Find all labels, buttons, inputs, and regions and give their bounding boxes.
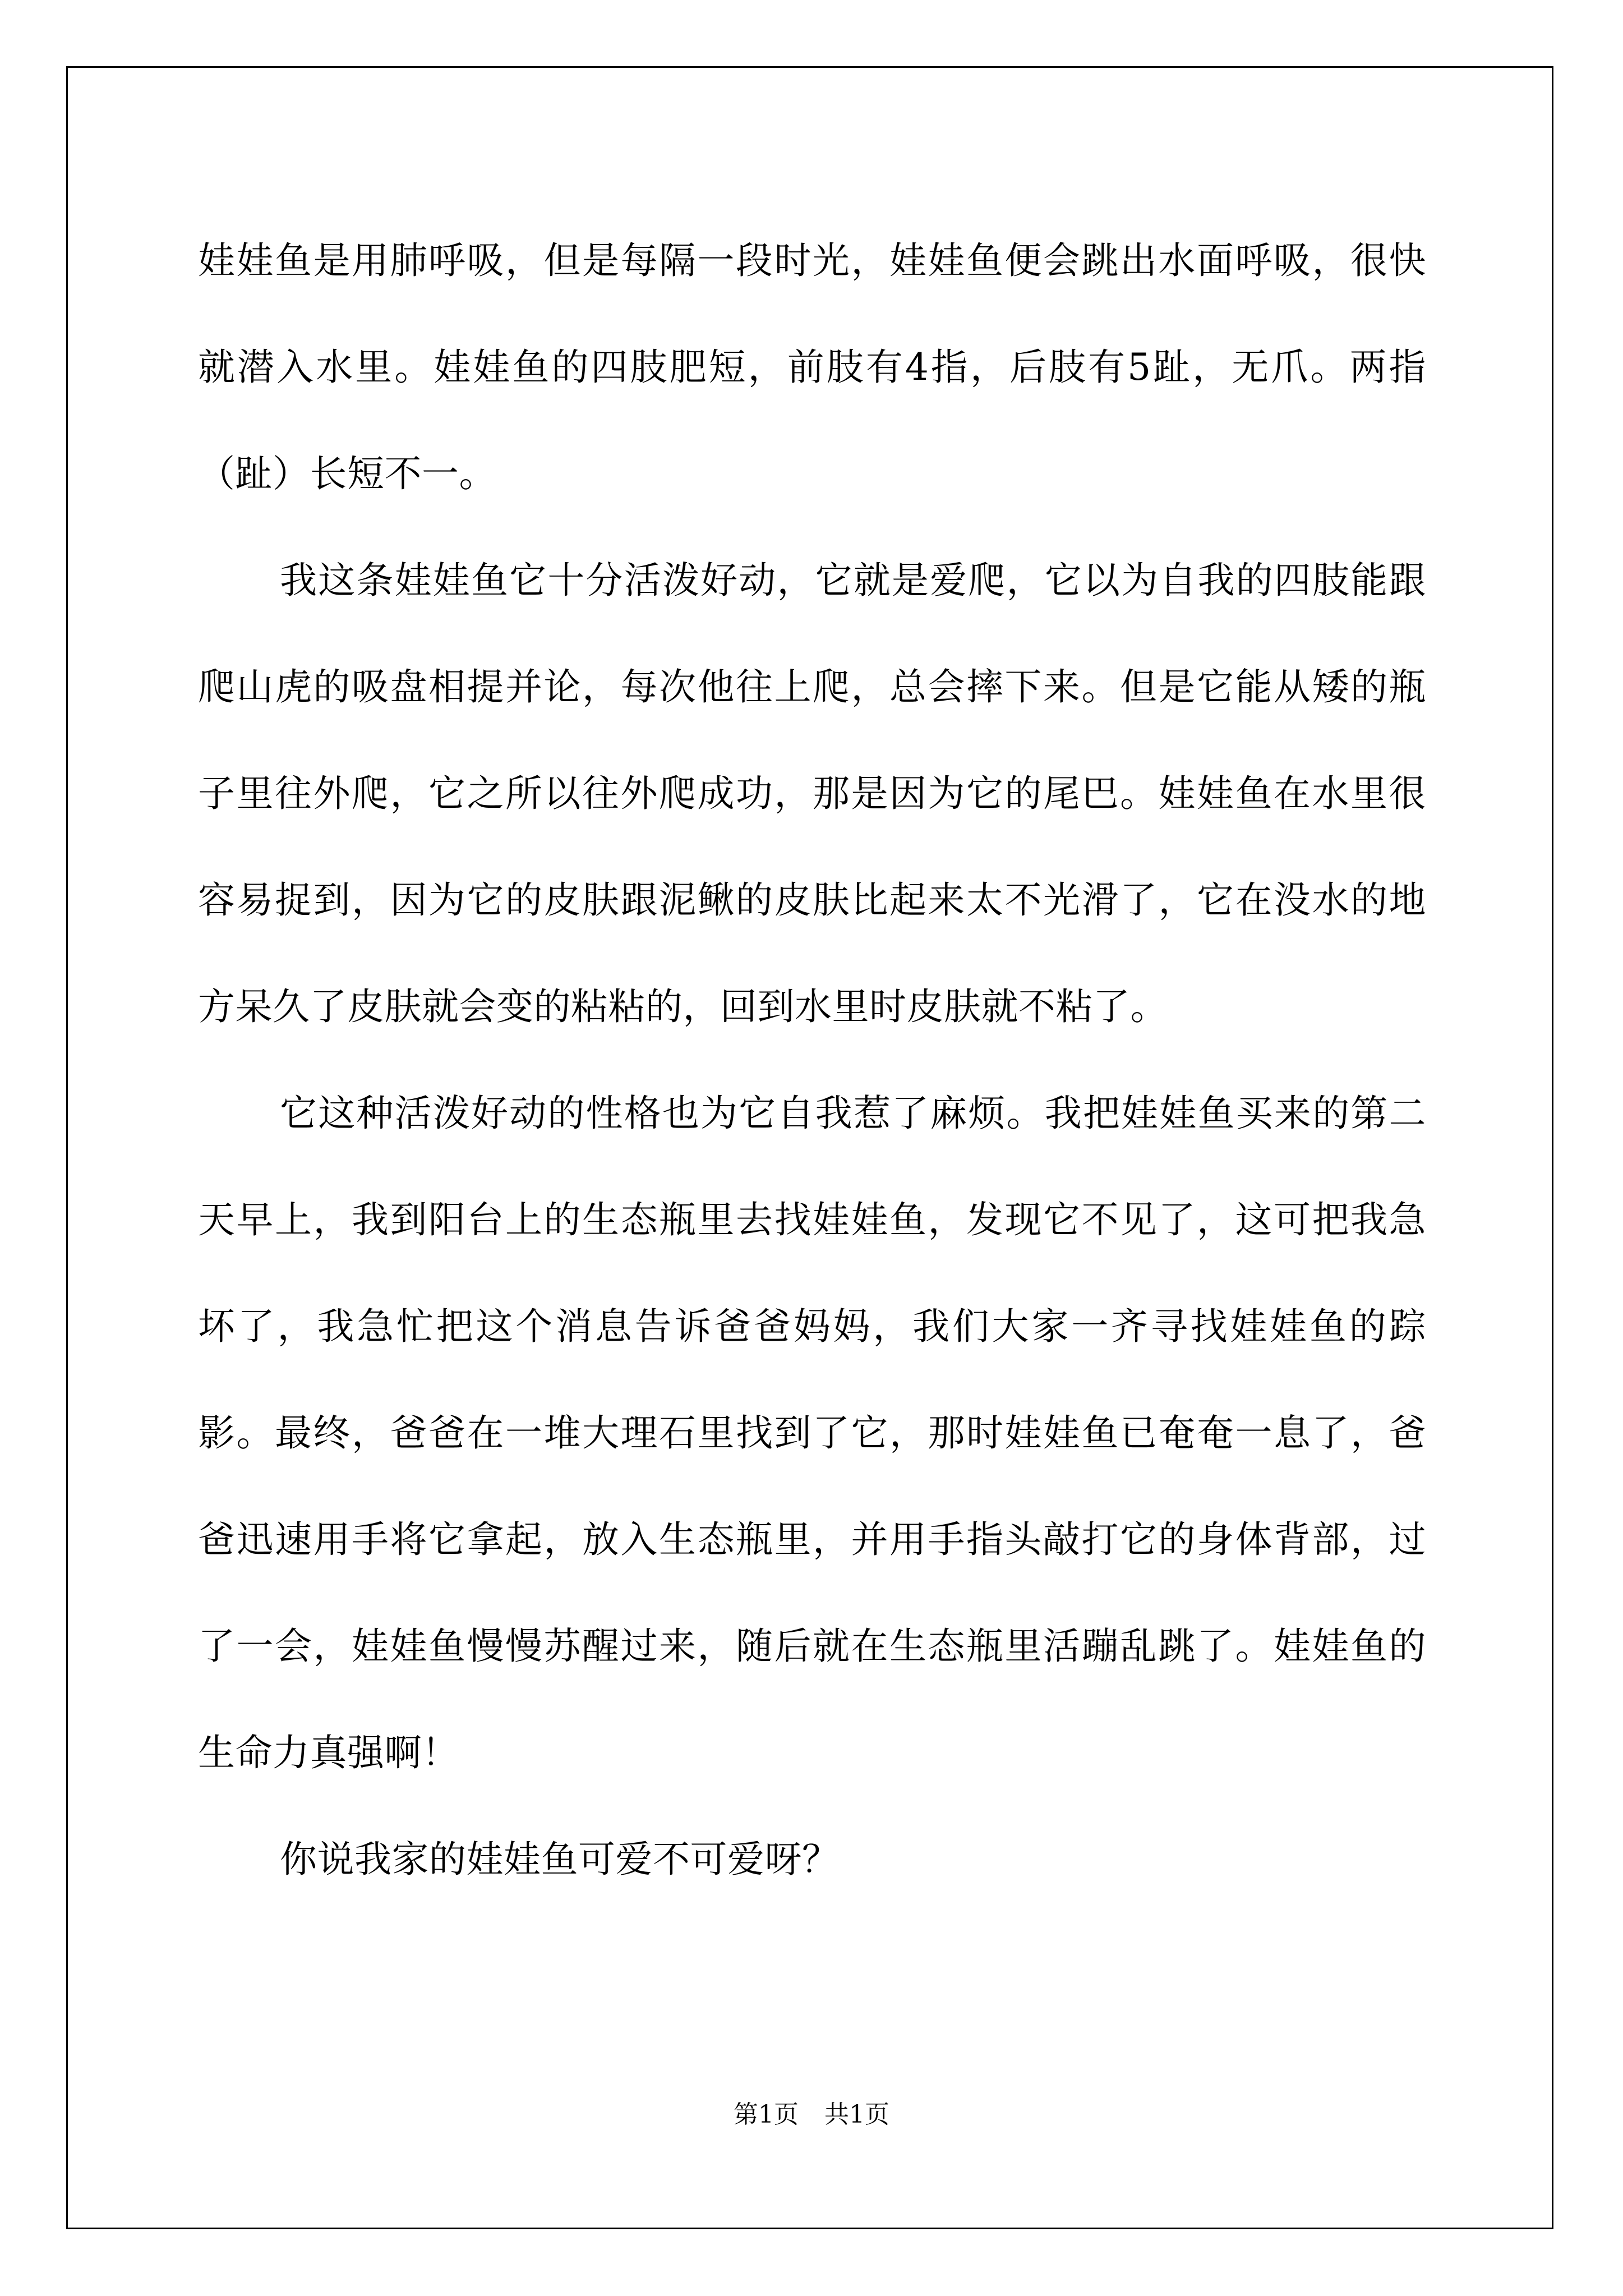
page-footer: [0, 2098, 1623, 2132]
page-number-current: 第1页: [734, 2100, 799, 2129]
paragraph-1: 娃娃鱼是用肺呼吸，但是每隔一段时光，娃娃鱼便会跳出水面呼吸，很快就潜入水里。娃娃鱼的四肢肥短，前肢有4指，后肢有5趾，无爪。两指（趾）长短不一。: [198, 239, 1426, 495]
paragraph-2: 我这条娃娃鱼它十分活泼好动，它就是爱爬，它以为自我的四肢能跟爬山虎的吸盘相提并论，每次他往上爬，总会摔下来。但是它能从矮的瓶子里往外爬，它之所以往外爬成功，那是因为它的尾巴。娃娃鱼在水里很容易捉到，因为它的皮肤跟泥鳅的皮肤比起来太不光滑了，它在没水的地方呆久了皮肤就会变的粘粘的，回到水里时皮肤就不粘了。: [198, 559, 1426, 1028]
document-body: [198, 208, 1426, 1913]
page-number-total: 共1页: [824, 2100, 889, 2129]
paragraph-4: 你说我家的娃娃鱼可爱不可爱呀？: [280, 1838, 840, 1881]
paragraph-3: 它这种活泼好动的性格也为它自我惹了麻烦。我把娃娃鱼买来的第二天早上，我到阳台上的生态瓶里去找娃娃鱼，发现它不见了，这可把我急坏了，我急忙把这个消息告诉爸爸妈妈，我们大家一齐寻找娃娃鱼的踪影。最终，爸爸在一堆大理石里找到了它，那时娃娃鱼已奄奄一息了，爸爸迅速用手将它拿起，放入生态瓶里，并用手指头敲打它的身体背部，过了一会，娃娃鱼慢慢苏醒过来，随后就在生态瓶里活蹦乱跳了。娃娃鱼的生命力真强啊！: [198, 1092, 1426, 1774]
